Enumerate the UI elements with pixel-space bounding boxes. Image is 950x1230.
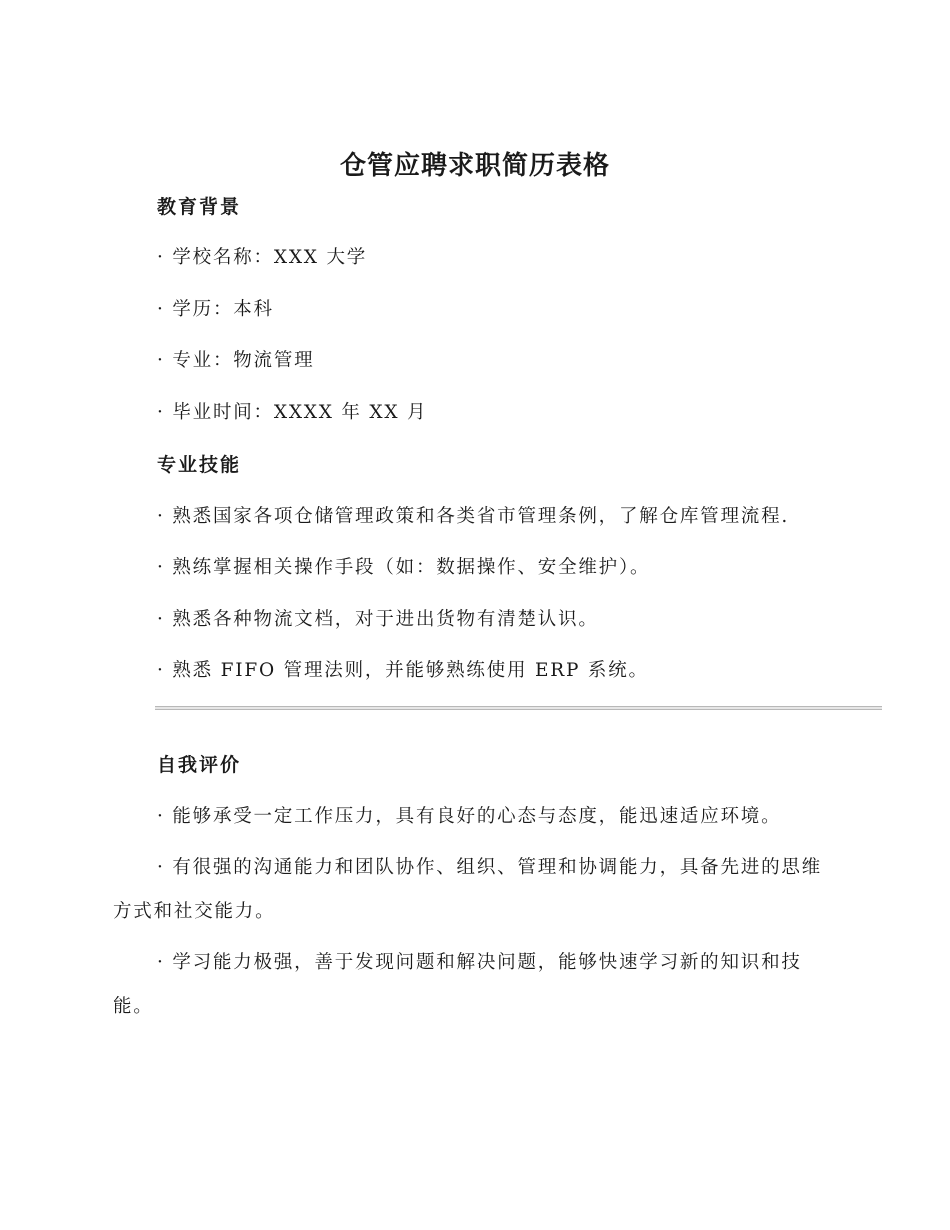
skills-item-operations: · 熟练掌握相关操作手段（如：数据操作、安全维护）。	[157, 557, 651, 578]
education-heading: 教育背景	[157, 196, 242, 218]
skills-item-documents: · 熟悉各种物流文档，对于进出货物有清楚认识。	[157, 609, 599, 630]
education-item-degree: · 学历：本科	[157, 299, 274, 320]
self-evaluation-heading: 自我评价	[157, 754, 242, 776]
self-evaluation-item-pressure: · 能够承受一定工作压力，具有良好的心态与态度，能迅速适应环境。	[157, 806, 782, 827]
self-evaluation-item-communication: · 有很强的沟通能力和团队协作、组织、管理和协调能力，具备先进的思维方式和社交能力。	[113, 857, 822, 922]
skills-heading: 专业技能	[157, 454, 242, 476]
section-divider	[155, 706, 882, 710]
skills-item-policy: · 熟悉国家各项仓储管理政策和各类省市管理条例，了解仓库管理流程.	[157, 506, 790, 527]
education-item-school: · 学校名称：XXX 大学	[157, 247, 368, 268]
page-title: 仓管应聘求职简历表格	[339, 151, 610, 181]
education-item-graduation: · 毕业时间：XXXX 年 XX 月	[157, 402, 428, 423]
self-evaluation-item-learning: · 学习能力极强，善于发现问题和解决问题，能够快速学习新的知识和技能。	[113, 952, 802, 1017]
skills-item-fifo-erp: · 熟悉 FIFO 管理法则，并能够熟练使用 ERP 系统。	[157, 660, 649, 681]
education-item-major: · 专业：物流管理	[157, 350, 315, 371]
